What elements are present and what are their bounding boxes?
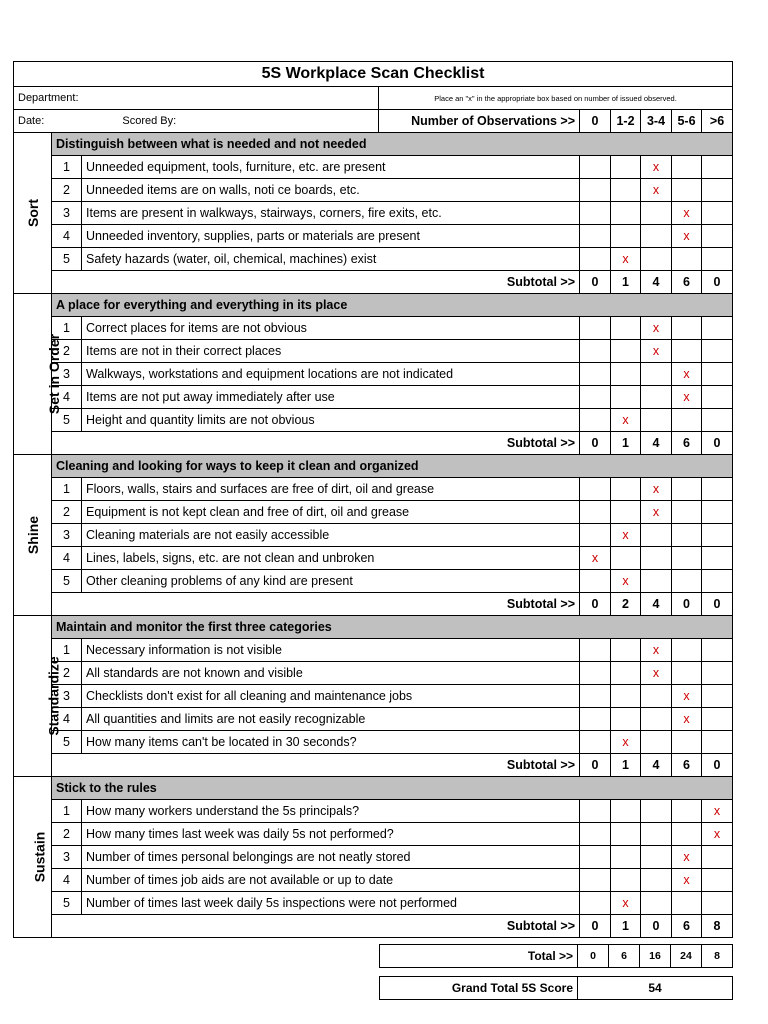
subtotal-value: 4 bbox=[641, 754, 672, 777]
subtotal-value: 0 bbox=[580, 754, 611, 777]
date-label: Date: bbox=[18, 115, 45, 127]
department-field[interactable] bbox=[14, 87, 379, 110]
subtotal-value: 4 bbox=[641, 432, 672, 455]
item-number: 4 bbox=[52, 869, 82, 892]
instruction-text: Place an "x" in the appropriate box based on number of issued observed. bbox=[379, 87, 733, 110]
observation-cell[interactable] bbox=[702, 317, 733, 340]
section-shine bbox=[14, 455, 733, 478]
observation-cell[interactable] bbox=[672, 823, 702, 846]
section-heading: Cleaning and looking for ways to keep it clean and organized bbox=[52, 455, 733, 478]
observation-cell[interactable]: x bbox=[672, 225, 702, 248]
item-text: Items are not in their correct places bbox=[82, 340, 580, 363]
observation-cell[interactable] bbox=[580, 685, 611, 708]
item-number: 3 bbox=[52, 524, 82, 547]
observation-cell[interactable] bbox=[580, 363, 611, 386]
item-text: How many workers understand the 5s principals? bbox=[82, 800, 580, 823]
observation-cell[interactable] bbox=[641, 225, 672, 248]
observation-cell[interactable] bbox=[641, 386, 672, 409]
observation-cell[interactable] bbox=[641, 708, 672, 731]
observation-cell[interactable] bbox=[702, 846, 733, 869]
item-row bbox=[14, 317, 733, 340]
subtotal-value: 4 bbox=[641, 593, 672, 616]
observation-cell[interactable] bbox=[702, 524, 733, 547]
item-row bbox=[14, 386, 733, 409]
section-sustain bbox=[14, 777, 733, 800]
item-number: 1 bbox=[52, 800, 82, 823]
item-text: Items are present in walkways, stairways, corners, fire exits, etc. bbox=[82, 202, 580, 225]
observation-cell[interactable] bbox=[580, 708, 611, 731]
observation-cell[interactable] bbox=[702, 570, 733, 593]
item-row bbox=[14, 478, 733, 501]
observation-cell[interactable] bbox=[672, 547, 702, 570]
observation-cell[interactable] bbox=[611, 869, 641, 892]
subtotal-value: 0 bbox=[702, 593, 733, 616]
observation-cell[interactable] bbox=[641, 248, 672, 271]
subtotal-value: 1 bbox=[611, 754, 641, 777]
item-text: Correct places for items are not obvious bbox=[82, 317, 580, 340]
observation-cell[interactable] bbox=[611, 340, 641, 363]
observation-cell[interactable]: x bbox=[611, 248, 641, 271]
observation-cell[interactable] bbox=[702, 869, 733, 892]
observation-cell[interactable]: x bbox=[611, 731, 641, 754]
observation-cell[interactable] bbox=[702, 708, 733, 731]
observation-cell[interactable] bbox=[611, 501, 641, 524]
item-row bbox=[14, 662, 733, 685]
subtotal-label: Subtotal >> bbox=[52, 271, 580, 294]
observation-cell[interactable] bbox=[580, 524, 611, 547]
observation-cell[interactable]: x bbox=[611, 570, 641, 593]
observation-cell[interactable] bbox=[611, 156, 641, 179]
observation-cell[interactable] bbox=[702, 386, 733, 409]
subtotal-value: 2 bbox=[611, 593, 641, 616]
date-scored-field[interactable] bbox=[14, 110, 379, 133]
subtotal-value: 0 bbox=[702, 271, 733, 294]
item-number: 3 bbox=[52, 846, 82, 869]
category-label: Shine bbox=[25, 515, 42, 555]
item-row bbox=[14, 524, 733, 547]
category-cell bbox=[14, 133, 52, 294]
observation-cell[interactable] bbox=[672, 501, 702, 524]
observation-cell[interactable] bbox=[672, 524, 702, 547]
observation-cell[interactable] bbox=[672, 409, 702, 432]
category-label: Standardize bbox=[45, 656, 62, 736]
observation-cell[interactable] bbox=[641, 823, 672, 846]
observation-cell[interactable] bbox=[702, 892, 733, 915]
item-number: 5 bbox=[52, 248, 82, 271]
observation-cell[interactable] bbox=[611, 225, 641, 248]
observation-cell[interactable] bbox=[702, 340, 733, 363]
item-row bbox=[14, 409, 733, 432]
item-text: Height and quantity limits are not obvious bbox=[82, 409, 580, 432]
item-row bbox=[14, 892, 733, 915]
subtotal-value: 0 bbox=[580, 432, 611, 455]
observation-cell[interactable]: x bbox=[641, 478, 672, 501]
observation-cell[interactable] bbox=[672, 317, 702, 340]
subtotal-row bbox=[14, 915, 733, 938]
observation-cell[interactable]: x bbox=[641, 662, 672, 685]
observation-cell[interactable] bbox=[580, 823, 611, 846]
category-cell bbox=[14, 294, 63, 455]
observation-cell[interactable] bbox=[580, 202, 611, 225]
observation-cell[interactable] bbox=[611, 800, 641, 823]
observation-cell[interactable] bbox=[580, 478, 611, 501]
observation-cell[interactable] bbox=[580, 892, 611, 915]
item-number: 2 bbox=[52, 340, 82, 363]
subtotal-value: 8 bbox=[702, 915, 733, 938]
item-number: 3 bbox=[52, 685, 82, 708]
checklist-table bbox=[13, 61, 733, 938]
observation-cell[interactable] bbox=[580, 225, 611, 248]
item-row bbox=[14, 179, 733, 202]
item-row bbox=[14, 869, 733, 892]
item-number: 1 bbox=[52, 317, 82, 340]
item-text: Safety hazards (water, oil, chemical, machines) exist bbox=[82, 248, 580, 271]
subtotal-value: 6 bbox=[672, 754, 702, 777]
subtotal-row bbox=[14, 271, 733, 294]
observation-cell[interactable] bbox=[641, 202, 672, 225]
subtotal-row bbox=[14, 754, 733, 777]
observation-cell[interactable]: x bbox=[672, 386, 702, 409]
observation-cell[interactable] bbox=[580, 386, 611, 409]
item-row bbox=[14, 156, 733, 179]
subtotal-label: Subtotal >> bbox=[52, 754, 580, 777]
total-value: 24 bbox=[671, 945, 702, 968]
observation-cell[interactable]: x bbox=[702, 823, 733, 846]
item-number: 2 bbox=[52, 662, 82, 685]
category-label: Sustain bbox=[31, 831, 48, 883]
observation-cell[interactable] bbox=[611, 202, 641, 225]
item-number: 4 bbox=[52, 386, 82, 409]
item-number: 4 bbox=[52, 708, 82, 731]
item-number: 2 bbox=[52, 501, 82, 524]
observation-cell[interactable] bbox=[702, 179, 733, 202]
observation-cell[interactable] bbox=[611, 317, 641, 340]
column-header-0: 0 bbox=[580, 110, 611, 133]
observation-cell[interactable] bbox=[641, 892, 672, 915]
subtotal-label: Subtotal >> bbox=[52, 915, 580, 938]
observation-cell[interactable] bbox=[702, 547, 733, 570]
observation-cell[interactable]: x bbox=[672, 685, 702, 708]
subtotal-value: 0 bbox=[580, 593, 611, 616]
section-sort bbox=[14, 133, 733, 156]
category-label: Set in Order bbox=[46, 333, 63, 415]
observation-cell[interactable] bbox=[702, 501, 733, 524]
observation-cell[interactable] bbox=[611, 179, 641, 202]
observation-cell[interactable]: x bbox=[611, 409, 641, 432]
observation-cell[interactable] bbox=[702, 662, 733, 685]
item-row bbox=[14, 708, 733, 731]
item-row bbox=[14, 501, 733, 524]
observation-cell[interactable] bbox=[672, 478, 702, 501]
observation-cell[interactable] bbox=[580, 317, 611, 340]
observation-cell[interactable] bbox=[672, 570, 702, 593]
observation-cell[interactable]: x bbox=[672, 846, 702, 869]
observation-cell[interactable]: x bbox=[641, 639, 672, 662]
item-row bbox=[14, 685, 733, 708]
observation-cell[interactable] bbox=[702, 248, 733, 271]
item-row bbox=[14, 639, 733, 662]
item-row bbox=[14, 570, 733, 593]
observation-cell[interactable] bbox=[580, 409, 611, 432]
observation-cell[interactable]: x bbox=[672, 869, 702, 892]
observation-cell[interactable] bbox=[641, 363, 672, 386]
item-text: All standards are not known and visible bbox=[82, 662, 580, 685]
item-number: 1 bbox=[52, 156, 82, 179]
observation-cell[interactable] bbox=[672, 639, 702, 662]
total-value: 6 bbox=[609, 945, 640, 968]
subtotal-value: 0 bbox=[672, 593, 702, 616]
observation-cell[interactable] bbox=[611, 386, 641, 409]
observation-cell[interactable] bbox=[641, 524, 672, 547]
subtotal-value: 0 bbox=[702, 432, 733, 455]
observation-cell[interactable] bbox=[672, 248, 702, 271]
observation-cell[interactable] bbox=[702, 731, 733, 754]
observation-cell[interactable]: x bbox=[580, 547, 611, 570]
grand-total-label: Grand Total 5S Score bbox=[380, 977, 578, 1000]
subtotal-value: 1 bbox=[611, 915, 641, 938]
section-heading: Distinguish between what is needed and not needed bbox=[52, 133, 733, 156]
item-number: 1 bbox=[52, 478, 82, 501]
item-number: 2 bbox=[52, 823, 82, 846]
item-row bbox=[14, 823, 733, 846]
page-title: 5S Workplace Scan Checklist bbox=[14, 62, 733, 87]
subtotal-value: 0 bbox=[580, 271, 611, 294]
item-text: Number of times personal belongings are not neatly stored bbox=[82, 846, 580, 869]
item-text: Equipment is not kept clean and free of dirt, oil and grease bbox=[82, 501, 580, 524]
observation-cell[interactable]: x bbox=[641, 340, 672, 363]
observation-cell[interactable] bbox=[702, 202, 733, 225]
observation-cell[interactable] bbox=[641, 409, 672, 432]
item-text: Unneeded items are on walls, noti ce boards, etc. bbox=[82, 179, 580, 202]
section-standardize bbox=[14, 616, 733, 639]
observation-cell[interactable] bbox=[580, 340, 611, 363]
observation-cell[interactable] bbox=[702, 363, 733, 386]
observation-cell[interactable] bbox=[580, 570, 611, 593]
observation-cell[interactable] bbox=[611, 478, 641, 501]
observation-cell[interactable] bbox=[580, 501, 611, 524]
observation-cell[interactable] bbox=[672, 892, 702, 915]
section-heading: A place for everything and everything in its place bbox=[52, 294, 733, 317]
item-number: 5 bbox=[52, 731, 82, 754]
category-cell bbox=[14, 777, 52, 938]
item-number: 5 bbox=[52, 892, 82, 915]
observation-cell[interactable] bbox=[702, 409, 733, 432]
column-header-3-4: 3-4 bbox=[641, 110, 672, 133]
observation-cell[interactable] bbox=[611, 846, 641, 869]
observation-cell[interactable] bbox=[580, 800, 611, 823]
observation-cell[interactable] bbox=[702, 478, 733, 501]
observation-cell[interactable]: x bbox=[641, 501, 672, 524]
category-cell bbox=[14, 455, 52, 616]
observation-cell[interactable] bbox=[641, 547, 672, 570]
observation-cell[interactable] bbox=[672, 340, 702, 363]
subtotal-value: 0 bbox=[702, 754, 733, 777]
observation-cell[interactable] bbox=[580, 639, 611, 662]
item-text: Number of times job aids are not available or up to date bbox=[82, 869, 580, 892]
observation-cell[interactable] bbox=[702, 156, 733, 179]
item-text: Floors, walls, stairs and surfaces are free of dirt, oil and grease bbox=[82, 478, 580, 501]
grand-total-row bbox=[379, 976, 733, 1000]
observation-cell[interactable] bbox=[641, 846, 672, 869]
subtotal-value: 6 bbox=[672, 432, 702, 455]
observation-cell[interactable] bbox=[641, 869, 672, 892]
item-row bbox=[14, 363, 733, 386]
item-text: How many times last week was daily 5s not performed? bbox=[82, 823, 580, 846]
observation-cell[interactable]: x bbox=[611, 524, 641, 547]
observation-cell[interactable]: x bbox=[672, 363, 702, 386]
scored-by-label: Scored By: bbox=[122, 115, 177, 127]
item-text: Unneeded equipment, tools, furniture, etc. are present bbox=[82, 156, 580, 179]
observation-cell[interactable] bbox=[672, 179, 702, 202]
item-number: 3 bbox=[52, 363, 82, 386]
item-row bbox=[14, 248, 733, 271]
observations-label: Number of Observations >> bbox=[379, 110, 580, 133]
item-row bbox=[14, 846, 733, 869]
observation-cell[interactable] bbox=[641, 800, 672, 823]
observation-cell[interactable] bbox=[580, 731, 611, 754]
total-row bbox=[379, 944, 733, 968]
item-row bbox=[14, 800, 733, 823]
subtotal-row bbox=[14, 432, 733, 455]
total-value: 8 bbox=[702, 945, 733, 968]
column-header-1-2: 1-2 bbox=[611, 110, 641, 133]
item-text: Necessary information is not visible bbox=[82, 639, 580, 662]
item-number: 1 bbox=[52, 639, 82, 662]
total-label: Total >> bbox=[380, 945, 578, 968]
observation-cell[interactable] bbox=[672, 156, 702, 179]
observation-cell[interactable] bbox=[580, 869, 611, 892]
observation-cell[interactable] bbox=[611, 662, 641, 685]
column-header-gt6: >6 bbox=[702, 110, 733, 133]
department-label: Department: bbox=[18, 92, 79, 104]
grand-total-value: 54 bbox=[578, 977, 733, 1000]
total-value: 0 bbox=[578, 945, 609, 968]
subtotal-value: 4 bbox=[641, 271, 672, 294]
subtotal-value: 6 bbox=[672, 271, 702, 294]
observation-cell[interactable] bbox=[611, 823, 641, 846]
section-heading: Stick to the rules bbox=[52, 777, 733, 800]
observation-cell[interactable] bbox=[702, 639, 733, 662]
item-text: Cleaning materials are not easily accessible bbox=[82, 524, 580, 547]
observation-cell[interactable] bbox=[611, 547, 641, 570]
observation-cell[interactable] bbox=[702, 685, 733, 708]
item-text: Walkways, workstations and equipment locations are not indicated bbox=[82, 363, 580, 386]
item-text: Items are not put away immediately after use bbox=[82, 386, 580, 409]
observation-cell[interactable] bbox=[611, 363, 641, 386]
observation-cell[interactable] bbox=[611, 708, 641, 731]
observation-cell[interactable]: x bbox=[611, 892, 641, 915]
observation-cell[interactable] bbox=[702, 225, 733, 248]
item-row bbox=[14, 225, 733, 248]
item-text: Other cleaning problems of any kind are present bbox=[82, 570, 580, 593]
item-text: Checklists don't exist for all cleaning and maintenance jobs bbox=[82, 685, 580, 708]
subtotal-value: 1 bbox=[611, 432, 641, 455]
section-set-in-order bbox=[14, 294, 733, 317]
observation-cell[interactable]: x bbox=[672, 708, 702, 731]
observation-cell[interactable] bbox=[672, 731, 702, 754]
subtotal-value: 1 bbox=[611, 271, 641, 294]
observation-cell[interactable] bbox=[580, 846, 611, 869]
item-number: 2 bbox=[52, 179, 82, 202]
item-text: Number of times last week daily 5s inspections were not performed bbox=[82, 892, 580, 915]
item-text: Lines, labels, signs, etc. are not clean and unbroken bbox=[82, 547, 580, 570]
observation-cell[interactable]: x bbox=[641, 317, 672, 340]
observation-cell[interactable] bbox=[580, 248, 611, 271]
item-text: All quantities and limits are not easily recognizable bbox=[82, 708, 580, 731]
item-row bbox=[14, 547, 733, 570]
category-label: Sort bbox=[24, 199, 41, 227]
observation-cell[interactable]: x bbox=[702, 800, 733, 823]
item-text: Unneeded inventory, supplies, parts or materials are present bbox=[82, 225, 580, 248]
subtotal-label: Subtotal >> bbox=[52, 593, 580, 616]
section-heading: Maintain and monitor the first three categories bbox=[52, 616, 733, 639]
item-row bbox=[14, 340, 733, 363]
item-number: 4 bbox=[52, 547, 82, 570]
observation-cell[interactable] bbox=[672, 662, 702, 685]
observation-cell[interactable] bbox=[641, 570, 672, 593]
observation-cell[interactable]: x bbox=[641, 179, 672, 202]
subtotal-value: 0 bbox=[580, 915, 611, 938]
observation-cell[interactable] bbox=[611, 639, 641, 662]
subtotal-value: 6 bbox=[672, 915, 702, 938]
item-row bbox=[14, 202, 733, 225]
item-row bbox=[14, 731, 733, 754]
observation-cell[interactable] bbox=[672, 800, 702, 823]
item-number: 3 bbox=[52, 202, 82, 225]
observation-cell[interactable] bbox=[580, 179, 611, 202]
item-text: How many items can't be located in 30 seconds? bbox=[82, 731, 580, 754]
observation-cell[interactable]: x bbox=[672, 202, 702, 225]
observation-cell[interactable] bbox=[641, 731, 672, 754]
item-number: 5 bbox=[52, 409, 82, 432]
subtotal-row bbox=[14, 593, 733, 616]
column-header-5-6: 5-6 bbox=[672, 110, 702, 133]
total-value: 16 bbox=[640, 945, 671, 968]
item-number: 4 bbox=[52, 225, 82, 248]
item-number: 5 bbox=[52, 570, 82, 593]
observation-cell[interactable] bbox=[580, 662, 611, 685]
subtotal-value: 0 bbox=[641, 915, 672, 938]
observation-cell[interactable] bbox=[611, 685, 641, 708]
subtotal-label: Subtotal >> bbox=[52, 432, 580, 455]
observation-cell[interactable] bbox=[641, 685, 672, 708]
observation-cell[interactable] bbox=[580, 156, 611, 179]
category-cell bbox=[14, 616, 62, 777]
observation-cell[interactable]: x bbox=[641, 156, 672, 179]
